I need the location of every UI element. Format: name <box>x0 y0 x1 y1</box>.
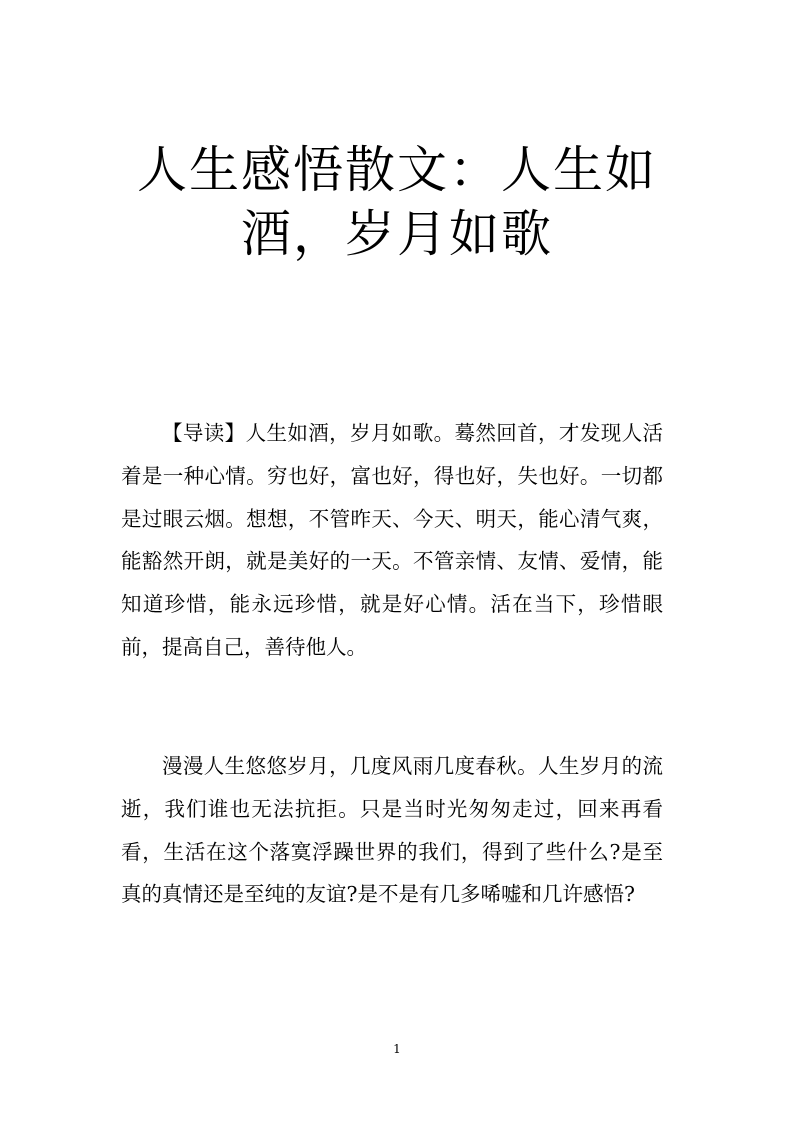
title-line-1: 人生感悟散文：人生如 <box>137 141 657 199</box>
intro-paragraph: 【导读】人生如酒，岁月如歌。蓦然回首，才发现人活着是一种心情。穷也好，富也好，得也好，失也好。一切都是过眼云烟。想想，不管昨天、今天、明天，能心清气爽，能豁然开朗，就是美好的一天。不管亲情、友情、爱情，能知道珍惜，能永远珍惜，就是好心情。活在当下，珍惜眼前，提高自己，善待他人。 <box>121 421 663 659</box>
page-number: 1 <box>393 1042 401 1056</box>
document-title <box>120 138 674 266</box>
title-line-2: 酒，岁月如歌 <box>241 205 553 263</box>
body-paragraph: 漫漫人生悠悠岁月，几度风雨几度春秋。人生岁月的流逝，我们谁也无法抗拒。只是当时光匆匆走过，回来再看看，生活在这个落寞浮躁世界的我们，得到了些什么?是至真的真情还是至纯的友谊?是不是有几多唏嘘和几许感悟? <box>121 754 663 907</box>
